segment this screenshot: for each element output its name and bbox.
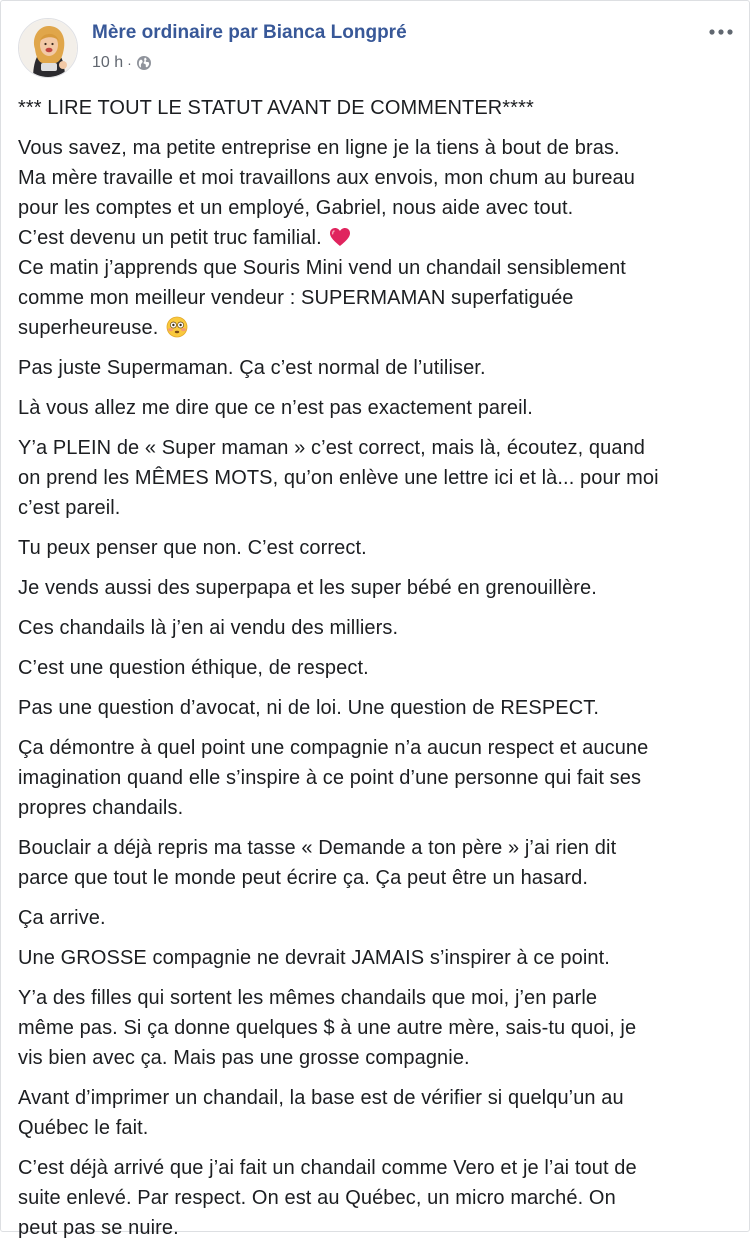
text-line: C’est devenu un petit truc familial. [18,227,322,249]
paragraph [18,943,738,973]
meta-separator: · [127,55,132,71]
text-line: superheureuse. [18,317,159,339]
paragraph [18,573,738,603]
text-line: Vous savez, ma petite entreprise en ligne je la tiens à bout de bras. [18,137,620,159]
avatar[interactable] [18,18,78,78]
author-name[interactable]: Mère ordinaire par Bianca Longpré [92,22,407,43]
text-line: Ça arrive. [18,907,106,929]
text-line: Y’a des filles qui sortent les mêmes chandails que moi, j’en parle [18,987,598,1009]
text-line: on prend les MÊMES MOTS, qu’on enlève une lettre ici et là... pour moi [18,467,659,489]
flushed-face-emoji-icon [166,316,188,338]
text-line: Bouclair a déjà repris ma tasse « Demande a ton père » j’ai rien dit [18,837,617,859]
paragraph [18,133,738,343]
text-line: Québec le fait. [18,1117,149,1139]
paragraph [18,93,738,123]
text-line: suite enlevé. Par respect. On est au Québec, un micro marché. On [18,1187,616,1209]
paragraph [18,653,738,683]
paragraph [18,1083,738,1143]
paragraph [18,393,738,423]
profile-photo [19,19,78,78]
text-line: parce que tout le monde peut écrire ça. Ça peut être un hasard. [18,867,588,889]
text-line: Ces chandails là j’en ai vendu des milliers. [18,617,399,639]
text-line: *** LIRE TOUT LE STATUT AVANT DE COMMENTER**** [18,97,534,119]
post-body [18,93,738,1253]
text-line: Y’a PLEIN de « Super maman » c’est correct, mais là, écoutez, quand [18,437,646,459]
text-line: Tu peux penser que non. C’est correct. [18,537,367,559]
text-line: comme mon meilleur vendeur : SUPERMAMAN superfatiguée [18,287,574,309]
text-line: peut pas se nuire. [18,1217,179,1239]
text-line: Je vends aussi des superpapa et les super bébé en grenouillère. [18,577,597,599]
text-line: Pas une question d’avocat, ni de loi. Une question de RESPECT. [18,697,599,719]
paragraph [18,983,738,1073]
text-line: Pas juste Supermaman. Ça c’est normal de l’utiliser. [18,357,486,379]
text-line: propres chandails. [18,797,184,819]
paragraph [18,733,738,823]
paragraph [18,433,738,523]
text-line: Une GROSSE compagnie ne devrait JAMAIS s’inspirer à ce point. [18,947,610,969]
text-line: Avant d’imprimer un chandail, la base est de vérifier si quelqu’un au [18,1087,624,1109]
paragraph [18,1153,738,1243]
text-line-with-emoji [18,313,738,343]
text-line: même pas. Si ça donne quelques $ à une autre mère, sais-tu quoi, je [18,1017,637,1039]
text-line: pour les comptes et un employé, Gabriel, nous aide avec tout. [18,197,574,219]
text-line: Là vous allez me dire que ce n’est pas exactement pareil. [18,397,533,419]
text-line: c’est pareil. [18,497,121,519]
text-line: C’est déjà arrivé que j’ai fait un chandail comme Vero et je l’ai tout de [18,1157,637,1179]
more-options-icon[interactable] [707,20,735,44]
paragraph [18,533,738,563]
globe-icon[interactable] [136,55,152,71]
red-heart-emoji-icon [329,226,351,246]
text-line: Ce matin j’apprends que Souris Mini vend un chandail sensiblement [18,257,626,279]
text-line: imagination quand elle s’inspire à ce point d’une personne qui fait ses [18,767,642,789]
text-line: C’est une question éthique, de respect. [18,657,369,679]
paragraph [18,353,738,383]
post-meta [92,54,152,72]
paragraph [18,903,738,933]
paragraph [18,693,738,723]
text-line-with-heart [18,223,738,253]
text-line: vis bien avec ça. Mais pas une grosse compagnie. [18,1047,470,1069]
text-line: Ça démontre à quel point une compagnie n’a aucun respect et aucune [18,737,649,759]
text-line: Ma mère travaille et moi travaillons aux envois, mon chum au bureau [18,167,635,189]
paragraph [18,613,738,643]
post-header [18,18,737,80]
paragraph [18,833,738,893]
post-timestamp[interactable]: 10 h [92,54,124,71]
